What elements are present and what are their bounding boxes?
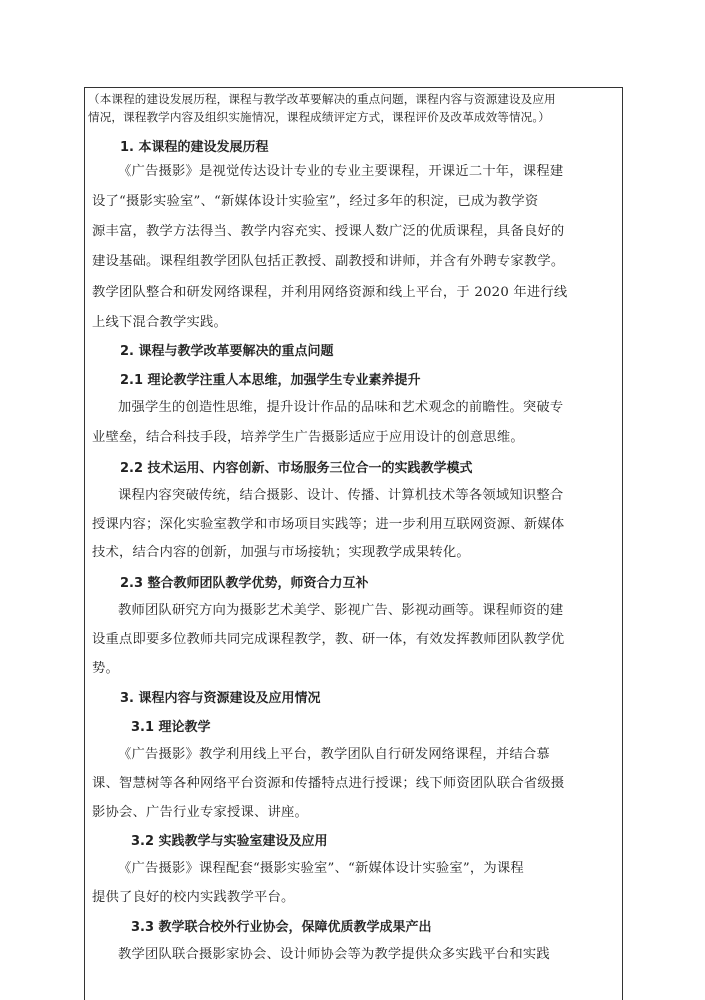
- paragraph-line: 源丰富，教学方法得当、教学内容充实、授课人数广泛的优质课程，具备良好的: [92, 224, 565, 239]
- paragraph-line: 技术，结合内容的创新，加强与市场接轨；实现教学成果转化。: [92, 545, 470, 560]
- paragraph-line: 教学团队联合摄影家协会、设计师协会等为教学提供众多实践平台和实践: [118, 947, 550, 962]
- paragraph-line: 课、智慧树等各种网络平台资源和传播特点进行授课；线下师资团队联合省级摄: [92, 776, 565, 791]
- paragraph-line: 设了“摄影实验室”、“新媒体设计实验室”，经过多年的积淀，已成为教学资: [92, 194, 539, 209]
- subsection-heading: 2.2 技术运用、内容创新、市场服务三位合一的实践教学模式: [120, 461, 473, 476]
- paragraph-line: 课程内容突破传统，结合摄影、设计、传播、计算机技术等各领域知识整合: [118, 488, 564, 503]
- paragraph-line: 提供了良好的校内实践教学平台。: [92, 890, 295, 905]
- section-heading: 1. 本课程的建设发展历程: [120, 140, 269, 155]
- paragraph-line: 加强学生的创造性思维，提升设计作品的品味和艺术观念的前瞻性。突破专: [118, 400, 564, 415]
- paragraph-line: 《广告摄影》课程配套“摄影实验室”、“新媒体设计实验室”，为课程: [118, 861, 524, 876]
- subsection-heading: 2.1 理论教学注重人本思维，加强学生专业素养提升: [120, 373, 421, 388]
- subsection-heading: 3.2 实践教学与实验室建设及应用: [131, 834, 328, 849]
- section-heading: 3. 课程内容与资源建设及应用情况: [120, 691, 321, 706]
- paragraph-line: 上线下混合教学实践。: [92, 315, 227, 330]
- subsection-heading: 2.3 整合教师团队教学优势，师资合力互补: [120, 576, 369, 591]
- paragraph-line: 授课内容；深化实验室教学和市场项目实践等；进一步利用互联网资源、新媒体: [92, 517, 565, 532]
- paragraph-line: 教师团队研究方向为摄影艺术美学、影视广告、影视动画等。课程师资的建: [118, 603, 564, 618]
- paragraph-line: 教学团队整合和研发网络课程，并利用网络资源和线上平台，于 2020 年进行线: [92, 285, 568, 300]
- paragraph-line: 《广告摄影》是视觉传达设计专业的专业主要课程，开课近二十年，课程建: [118, 164, 564, 179]
- paragraph-line: 建设基础。课程组教学团队包括正教授、副教授和讲师，并含有外聘专家教学。: [92, 254, 565, 269]
- note-line: 情况，课程教学内容及组织实施情况，课程成绩评定方式，课程评价及改革成效等情况。）: [88, 110, 550, 124]
- paragraph-line: 影协会、广告行业专家授课、讲座。: [92, 805, 308, 820]
- subsection-heading: 3.1 理论教学: [131, 720, 211, 735]
- paragraph-line: 设重点即要多位教师共同完成课程教学，教、研一体，有效发挥教师团队教学优: [92, 632, 565, 647]
- note-line: （本课程的建设发展历程，课程与教学改革要解决的重点问题，课程内容与资源建设及应用: [88, 92, 556, 106]
- section-heading: 2. 课程与教学改革要解决的重点问题: [120, 344, 334, 359]
- paragraph-line: 势。: [92, 661, 119, 676]
- paragraph-line: 业壁垒，结合科技手段，培养学生广告摄影适应于应用设计的创意思维。: [92, 430, 524, 445]
- subsection-heading: 3.3 教学联合校外行业协会，保障优质教学成果产出: [131, 920, 432, 935]
- paragraph-line: 《广告摄影》教学利用线上平台，教学团队自行研发网络课程，并结合慕: [118, 747, 550, 762]
